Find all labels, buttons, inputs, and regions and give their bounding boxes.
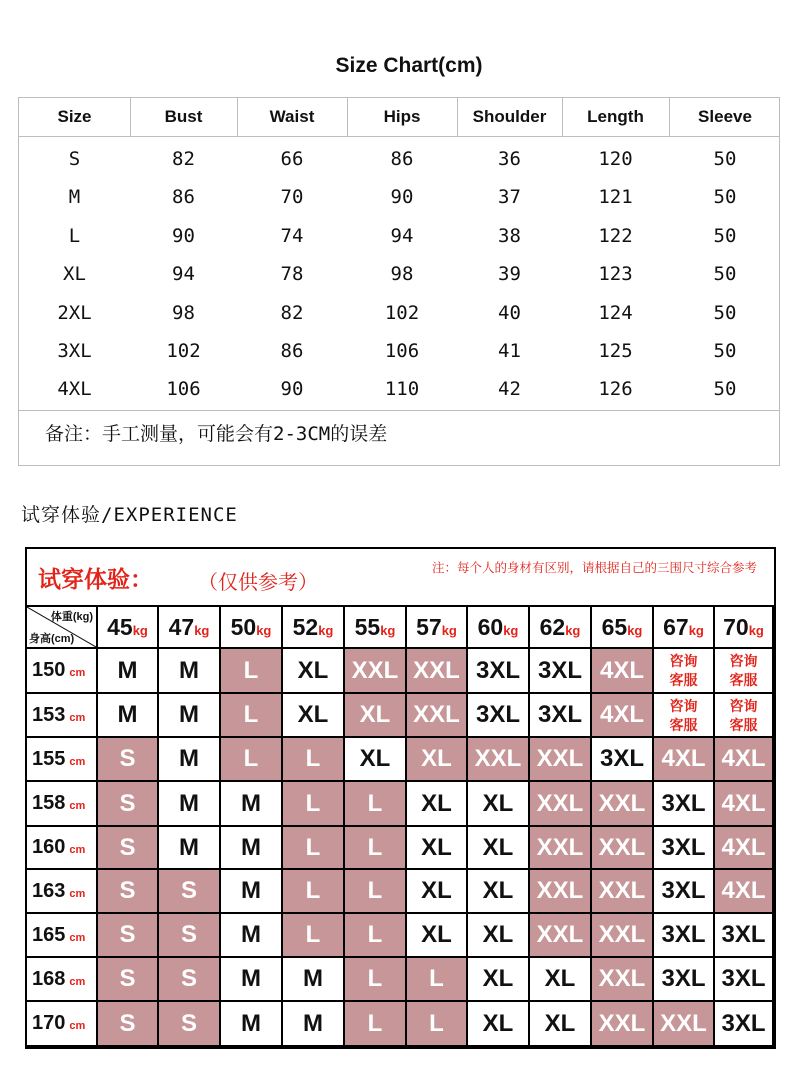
size-recommendation-cell: XXL [592, 914, 652, 956]
size-recommendation-cell: XXL [592, 827, 652, 868]
size-recommendation-cell: M [159, 738, 219, 780]
size-chart-cell: 98 [172, 301, 195, 324]
size-chart-cell: 90 [390, 186, 414, 209]
size-recommendation-cell: 4XL [715, 870, 772, 912]
size-chart-cell: 82 [280, 301, 304, 324]
column-divider [669, 98, 670, 136]
size-recommendation-cell: XXL [468, 738, 528, 780]
size-recommendation-cell: M [221, 1002, 281, 1045]
weight-header-cell [283, 607, 343, 647]
size-recommendation-cell: XXL [530, 738, 590, 780]
size-recommendation-cell: XXL [530, 870, 590, 912]
height-header-cell [27, 1002, 96, 1045]
size-chart-cell: 42 [498, 378, 521, 401]
weight-value: 70 [723, 614, 749, 640]
size-recommendation-cell: XL [345, 738, 405, 780]
height-unit: cm [69, 756, 86, 768]
size-recommendation-cell: M [283, 958, 343, 1000]
size-recommendation-cell: XXL [592, 958, 652, 1000]
weight-header-cell [98, 607, 157, 647]
weight-value: 50 [230, 614, 257, 640]
column-divider [130, 98, 131, 136]
size-recommendation-cell: XXL [530, 782, 590, 825]
size-chart-cell: 90 [172, 224, 195, 247]
height-value: 168 [32, 968, 66, 990]
size-chart-cell: 2XL [57, 301, 92, 324]
height-unit: cm [69, 932, 86, 944]
size-chart-cell: M [68, 186, 81, 209]
size-recommendation-cell: L [407, 1002, 466, 1045]
size-recommendation-cell: L [283, 870, 343, 912]
size-chart-cell: 41 [498, 340, 521, 362]
weight-unit: kg [688, 623, 704, 638]
weight-unit: kg [380, 623, 396, 638]
size-recommendation-cell: M [221, 827, 281, 868]
height-header-cell [27, 914, 96, 956]
weight-header-cell [159, 607, 219, 647]
size-chart-cell: 86 [390, 148, 414, 170]
size-recommendation-cell: XL [345, 694, 405, 736]
weight-unit: kg [565, 623, 581, 638]
height-unit: cm [69, 1020, 86, 1032]
size-chart-cell: 90 [280, 378, 304, 401]
weight-value: 67 [663, 614, 689, 640]
size-recommendation-cell: L [221, 649, 281, 692]
size-recommendation-cell: S [98, 914, 157, 956]
size-recommendation-cell: XXL [407, 649, 466, 692]
size-recommendation-cell: 3XL [715, 958, 772, 1000]
weight-header-cell [345, 607, 405, 647]
size-recommendation-cell: XL [407, 870, 466, 912]
height-unit: cm [69, 712, 86, 724]
experience-subtitle: （仅供参考） [198, 570, 318, 594]
size-chart-cell: 78 [280, 263, 304, 286]
height-value: 163 [32, 880, 66, 902]
weight-value: 62 [539, 614, 566, 640]
size-chart-row [19, 140, 779, 178]
column-divider [457, 98, 458, 136]
column-divider [347, 98, 348, 136]
size-chart-row [19, 255, 779, 293]
corner-cell [27, 607, 96, 647]
size-recommendation-cell: 3XL [468, 649, 528, 692]
height-header-cell [27, 694, 96, 736]
size-chart-header-cell: Shoulder [472, 107, 547, 126]
size-recommendation-cell: XXL [592, 1002, 652, 1045]
height-header-cell [27, 827, 96, 868]
size-recommendation-cell: XL [283, 694, 343, 736]
size-chart-title: Size Chart(cm) [335, 54, 483, 77]
height-value: 158 [32, 792, 66, 814]
size-chart-cell: 124 [598, 301, 633, 324]
corner-weight-label: 体重(kg) [50, 611, 93, 623]
size-chart-cell: 110 [384, 378, 420, 401]
size-recommendation-cell: 4XL [592, 694, 652, 736]
size-chart-cell: 4XL [57, 378, 92, 401]
size-chart-header-cell: Bust [164, 107, 203, 126]
weight-header-cell [221, 607, 281, 647]
size-recommendation-cell: L [283, 738, 343, 780]
size-recommendation-cell: 3XL [715, 1002, 772, 1045]
size-recommendation-cell: L [283, 914, 343, 956]
size-chart-cell: 102 [166, 340, 201, 362]
size-recommendation-cell: M [221, 782, 281, 825]
weight-unit: kg [318, 623, 334, 638]
weight-header-cell [715, 607, 772, 647]
consult-service-cell: 咨询 客服 [715, 694, 772, 736]
size-chart-cell: 98 [390, 263, 414, 286]
size-chart-cell: 86 [172, 186, 195, 209]
size-chart-header-cell: Sleeve [698, 107, 752, 126]
size-recommendation-cell: XXL [654, 1002, 713, 1045]
size-chart-header-cell: Hips [383, 107, 421, 126]
size-recommendation-cell: M [283, 1002, 343, 1045]
experience-note: 注：每个人的身材有区别，请根据自己的三围尺寸综合参考 [432, 560, 758, 575]
size-chart-cell: 123 [598, 263, 633, 286]
size-recommendation-cell: S [98, 782, 157, 825]
size-recommendation-cell: 3XL [530, 649, 590, 692]
size-recommendation-cell: M [221, 914, 281, 956]
size-recommendation-cell: L [283, 782, 343, 825]
size-chart-cell: 50 [713, 263, 737, 286]
column-divider [237, 98, 238, 136]
size-chart-cell: 106 [166, 378, 201, 401]
size-recommendation-cell: XL [530, 1002, 590, 1045]
size-recommendation-cell: 3XL [468, 694, 528, 736]
height-header-cell [27, 738, 96, 780]
weight-unit: kg [256, 623, 272, 638]
size-recommendation-cell: S [98, 738, 157, 780]
weight-unit: kg [132, 623, 148, 638]
size-recommendation-cell: 4XL [715, 738, 772, 780]
size-recommendation-cell: S [159, 958, 219, 1000]
size-recommendation-cell: 3XL [654, 782, 713, 825]
column-divider [562, 98, 563, 136]
weight-value: 65 [601, 614, 628, 640]
size-chart-header-row [19, 98, 779, 136]
weight-header-cell [654, 607, 713, 647]
size-recommendation-cell: XXL [530, 914, 590, 956]
size-chart-table [18, 97, 780, 466]
experience-header [27, 549, 774, 605]
size-recommendation-cell: L [221, 738, 281, 780]
size-recommendation-cell: M [221, 870, 281, 912]
size-chart-cell: 50 [713, 378, 737, 401]
size-chart-cell: 50 [713, 224, 737, 247]
size-recommendation-cell: M [98, 649, 157, 692]
size-recommendation-cell: S [98, 958, 157, 1000]
size-recommendation-cell: 4XL [592, 649, 652, 692]
weight-value: 47 [168, 614, 195, 640]
size-chart-cell: 50 [713, 301, 737, 324]
size-chart-cell: 94 [390, 224, 414, 247]
weight-header-cell [592, 607, 652, 647]
size-chart-row [19, 217, 779, 255]
size-recommendation-cell: XXL [407, 694, 466, 736]
height-header-cell [27, 649, 96, 692]
size-recommendation-cell: S [159, 870, 219, 912]
size-recommendation-cell: XL [468, 914, 528, 956]
size-chart-cell: 3XL [57, 340, 92, 362]
size-recommendation-cell: S [98, 870, 157, 912]
weight-unit: kg [441, 623, 457, 638]
height-value: 165 [32, 924, 66, 946]
size-chart-cell: XL [63, 263, 86, 286]
size-recommendation-cell: 4XL [715, 827, 772, 868]
size-recommendation-cell: 3XL [654, 914, 713, 956]
consult-service-cell: 咨询 客服 [715, 649, 772, 692]
size-chart-cell: 70 [280, 186, 304, 209]
size-chart-cell: 40 [498, 301, 521, 324]
experience-section-label: 试穿体验/EXPERIENCE [21, 504, 238, 526]
size-chart-cell: 66 [280, 148, 304, 170]
size-chart-header-cell: Size [57, 107, 92, 126]
height-unit: cm [69, 888, 86, 900]
size-recommendation-cell: 3XL [654, 870, 713, 912]
note-top-border [19, 410, 779, 411]
weight-header-cell [407, 607, 466, 647]
consult-service-cell: 咨询 客服 [654, 649, 713, 692]
height-value: 170 [32, 1012, 66, 1034]
size-recommendation-cell: XXL [592, 782, 652, 825]
size-recommendation-cell: 4XL [715, 782, 772, 825]
size-recommendation-cell: 3XL [654, 827, 713, 868]
height-value: 153 [32, 704, 66, 726]
experience-title: 试穿体验： [38, 567, 153, 593]
weight-value: 55 [354, 614, 381, 640]
size-recommendation-cell: XL [468, 958, 528, 1000]
size-recommendation-cell: L [345, 782, 405, 825]
size-chart-cell: S [68, 148, 81, 170]
size-recommendation-cell: 3XL [530, 694, 590, 736]
size-chart-header-cell: Length [587, 107, 644, 126]
size-chart-cell: 106 [384, 340, 420, 362]
size-recommendation-cell: L [345, 870, 405, 912]
size-recommendation-cell: XL [407, 738, 466, 780]
size-recommendation-cell: L [345, 827, 405, 868]
size-chart-cell: 50 [713, 340, 737, 362]
size-chart-cell: 126 [598, 378, 633, 401]
consult-service-cell: 咨询 客服 [654, 694, 713, 736]
weight-unit: kg [627, 623, 643, 638]
size-chart-cell: 74 [280, 224, 304, 247]
height-unit: cm [69, 800, 86, 812]
size-recommendation-cell: XL [468, 870, 528, 912]
size-recommendation-cell: S [98, 1002, 157, 1045]
corner-height-label: 身高(cm) [29, 633, 75, 645]
size-recommendation-cell: XXL [345, 649, 405, 692]
size-recommendation-cell: L [283, 827, 343, 868]
height-unit: cm [69, 667, 86, 679]
size-recommendation-cell: XXL [592, 870, 652, 912]
size-recommendation-cell: XL [530, 958, 590, 1000]
size-chart-cell: 102 [384, 301, 420, 324]
size-recommendation-cell: M [159, 782, 219, 825]
height-value: 160 [32, 836, 66, 858]
size-chart-cell: 37 [498, 186, 521, 209]
height-value: 150 [32, 659, 66, 681]
size-recommendation-cell: 3XL [654, 958, 713, 1000]
size-chart-row [19, 332, 779, 370]
size-recommendation-cell: 4XL [654, 738, 713, 780]
size-chart-cell: 50 [713, 148, 737, 170]
size-chart-note: 备注：手工测量，可能会有2-3CM的误差 [45, 423, 388, 445]
size-recommendation-cell: M [159, 649, 219, 692]
experience-table [25, 547, 776, 1049]
size-chart-row [19, 294, 779, 332]
size-chart-cell: L [68, 224, 81, 247]
size-recommendation-cell: L [407, 958, 466, 1000]
size-chart-cell: 50 [713, 186, 737, 209]
weight-header-cell [468, 607, 528, 647]
weight-header-cell [530, 607, 590, 647]
size-recommendation-cell: M [98, 694, 157, 736]
size-recommendation-cell: L [221, 694, 281, 736]
size-recommendation-cell: S [159, 1002, 219, 1045]
size-recommendation-cell: XL [407, 827, 466, 868]
size-recommendation-cell: XL [407, 782, 466, 825]
weight-unit: kg [194, 623, 210, 638]
size-recommendation-cell: L [345, 914, 405, 956]
weight-value: 57 [416, 614, 442, 640]
height-header-cell [27, 870, 96, 912]
size-chart-row [19, 178, 779, 216]
size-chart-row [19, 370, 779, 408]
size-recommendation-cell: M [159, 827, 219, 868]
size-recommendation-cell: 3XL [592, 738, 652, 780]
size-chart-cell: 125 [598, 340, 633, 362]
size-recommendation-cell: 3XL [715, 914, 772, 956]
weight-unit: kg [503, 623, 519, 638]
size-recommendation-cell: L [345, 958, 405, 1000]
height-unit: cm [69, 844, 86, 856]
height-unit: cm [69, 976, 86, 988]
size-recommendation-cell: XXL [530, 827, 590, 868]
size-chart-cell: 122 [598, 224, 633, 247]
size-recommendation-cell: S [159, 914, 219, 956]
size-recommendation-cell: M [221, 958, 281, 1000]
size-recommendation-cell: S [98, 827, 157, 868]
header-bottom-border [19, 136, 779, 137]
size-chart-cell: 39 [498, 263, 521, 286]
size-recommendation-cell: XL [468, 782, 528, 825]
size-chart-header-cell: Waist [269, 107, 315, 126]
height-header-cell [27, 782, 96, 825]
size-chart-cell: 38 [498, 224, 521, 247]
size-chart-cell: 120 [598, 148, 633, 170]
size-chart-cell: 36 [498, 148, 521, 170]
size-recommendation-cell: XL [407, 914, 466, 956]
weight-value: 60 [477, 614, 504, 640]
size-chart-cell: 86 [280, 340, 304, 362]
size-chart-cell: 82 [172, 148, 195, 170]
weight-unit: kg [748, 623, 764, 638]
size-recommendation-cell: M [159, 694, 219, 736]
size-recommendation-cell: L [345, 1002, 405, 1045]
size-chart-cell: 121 [598, 186, 633, 209]
weight-value: 52 [292, 614, 319, 640]
height-value: 155 [32, 748, 66, 770]
size-recommendation-cell: XL [283, 649, 343, 692]
size-chart-cell: 94 [172, 263, 195, 286]
size-recommendation-cell: XL [468, 1002, 528, 1045]
weight-value: 45 [107, 614, 133, 640]
size-recommendation-cell: XL [468, 827, 528, 868]
height-header-cell [27, 958, 96, 1000]
